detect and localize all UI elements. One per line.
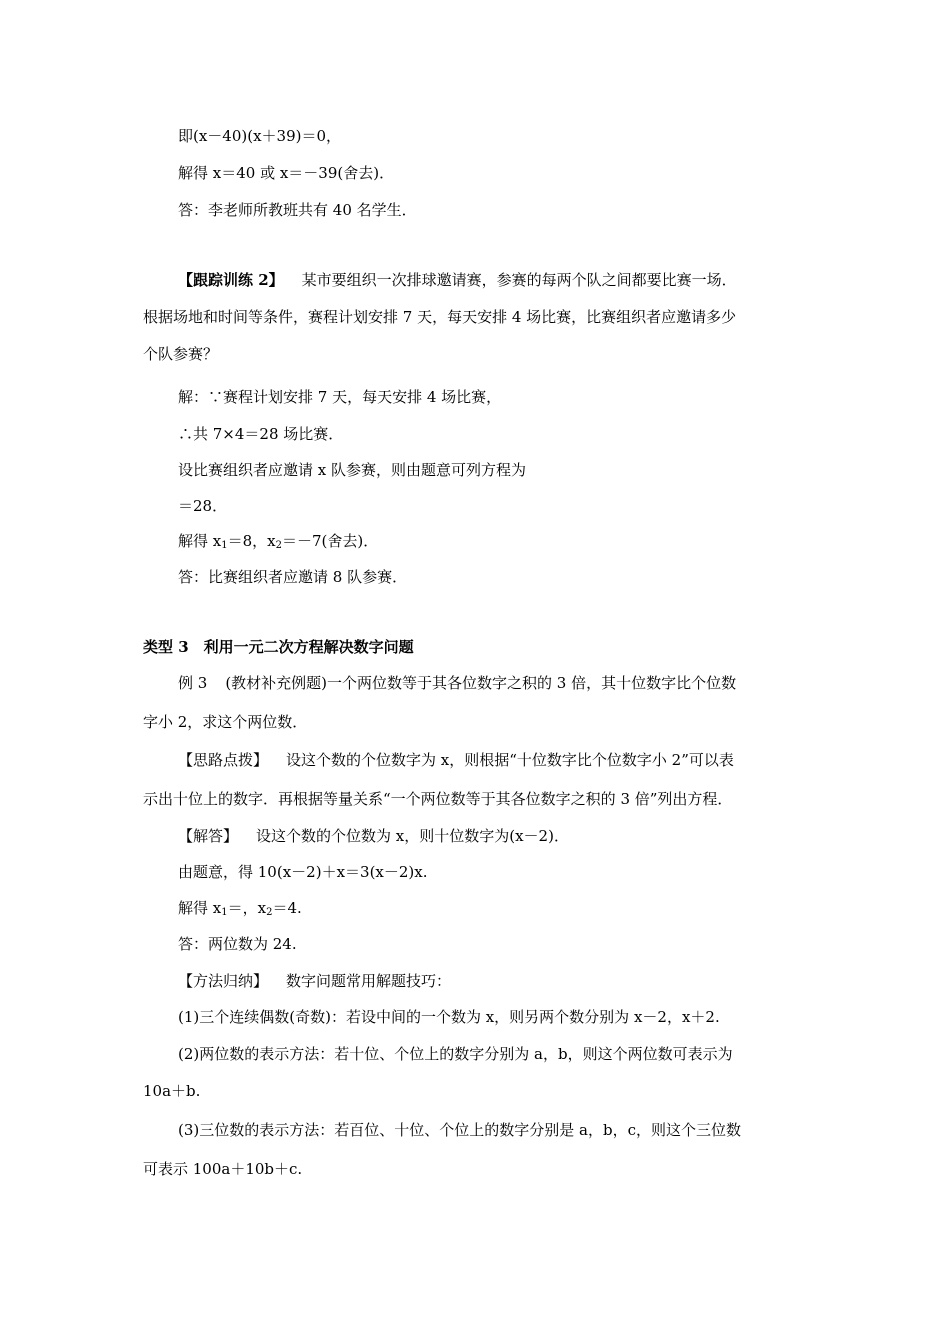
example-tag: 例 3 [178,674,208,692]
method-line [178,971,451,991]
text-fragment: ＝，x [227,899,267,917]
hint-line [178,750,734,770]
text-line: (2)两位数的表示方法：若十位、个位上的数字分别为 a，b，则这个两位数可表示为 [178,1045,733,1063]
answer-tag: 【解答】 [178,827,239,845]
text-fragment: ＝8，x [227,532,276,550]
subscript: 1 [221,540,228,551]
text-fragment: ＝－7(舍去)． [282,532,379,550]
text-line: 设比赛组织者应邀请 x 队参赛，则由题意可列方程为 [178,461,526,479]
subscript: 2 [275,540,282,551]
text-line: 解：∵赛程计划安排 7 天，每天安排 4 场比赛， [178,388,502,406]
section-heading: 类型 3 利用一元二次方程解决数字问题 [143,638,414,656]
text-line: 即(x－40)(x＋39)＝0， [178,127,342,145]
exercise-line [178,270,737,290]
text-fragment: 解得 x [178,532,222,550]
exercise-text: 某市要组织一次排球邀请赛，参赛的每两个队之间都要比赛一场． [301,271,737,289]
text-line: 个队参赛？ [143,345,219,363]
answer-line [178,826,569,846]
answer-text: 设这个数的个位数为 x，则十位数字为(x－2)． [256,827,569,845]
text-line: ∴共 7×4＝28 场比赛． [178,425,344,443]
example-text: (教材补充例题)一个两位数等于其各位数字之积的 3 倍，其十位数字比个位数 [225,674,737,692]
exercise-tag: 【跟踪训练 2】 [178,271,284,289]
text-line: 由题意，得 10(x－2)＋x＝3(x－2)x. [178,863,428,881]
text-line: 字小 2，求这个两位数． [143,713,308,731]
method-text: 数字问题常用解题技巧： [286,972,452,990]
solution-line [178,898,302,923]
example-line [178,673,736,693]
text-line: 答：两位数为 24. [178,935,297,953]
text-line: (1)三个连续偶数(奇数)：若设中间的一个数为 x，则另两个数分别为 x－2，x＋2. [178,1008,720,1026]
text-line: 答：李老师所教班共有 40 名学生． [178,201,417,219]
text-line: 10a＋b. [143,1082,201,1100]
solution-line [178,531,378,556]
method-tag: 【方法归纳】 [178,972,269,990]
text-fragment: ＝4. [272,899,302,917]
hint-tag: 【思路点拨】 [178,751,269,769]
text-line: 根据场地和时间等条件，赛程计划安排 7 天，每天安排 4 场比赛，比赛组织者应邀请多少 [143,308,737,326]
text-line: 可表示 100a＋10b＋c. [143,1160,303,1178]
text-line: 答：比赛组织者应邀请 8 队参赛． [178,568,408,586]
subscript: 1 [221,907,228,918]
text-line: 示出十位上的数字．再根据等量关系“一个两位数等于其各位数字之积的 3 倍”列出方程． [143,790,733,808]
subscript: 2 [266,907,273,918]
text-line: (3)三位数的表示方法：若百位、十位、个位上的数字分别是 a，b，c，则这个三位数 [178,1121,741,1139]
text-fragment: 解得 x [178,899,222,917]
text-line: 解得 x＝40 或 x＝－39(舍去)． [178,164,395,182]
hint-text: 设这个数的个位数字为 x，则根据“十位数字比个位数字小 2”可以表 [286,751,734,769]
text-line: ＝28． [178,497,228,515]
